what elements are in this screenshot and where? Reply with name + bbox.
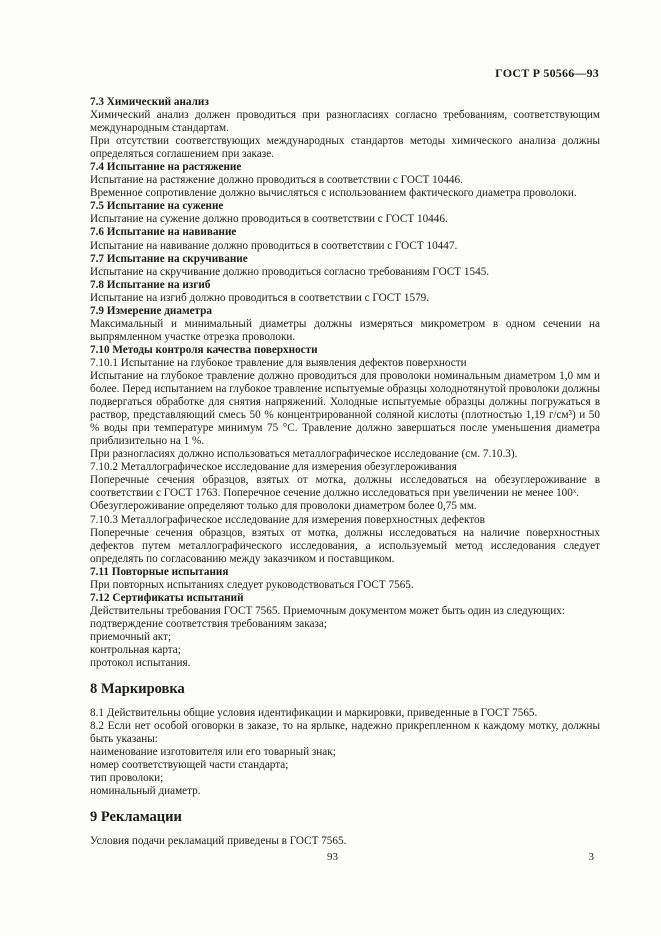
list-item: тип проволоки;	[90, 772, 164, 785]
paragraph: Поперечные сечения образцов, взятых от мотка, должны исследоваться на обезуглероживание в соответствии с ГОСТ 1763. Поперечное сечение должно исследоваться при увеличении не менее 100ˣ.	[90, 474, 600, 500]
paragraph: 8.1 Действительны общие условия идентификации и маркировки, приведенные в ГОСТ 7565.	[90, 707, 538, 720]
paragraph: 8.2 Если нет особой оговорки в заказе, то на ярлыке, надежно прикрепленном к каждому мотку, должны быть указаны:	[90, 720, 600, 746]
list-item: подтверждение соответствия требованиям заказа;	[90, 617, 327, 630]
section-heading: 7.10 Методы контроля качества поверхности	[90, 343, 318, 356]
section-heading: 7.12 Сертификаты испытаний	[90, 591, 244, 604]
paragraph: Обезуглероживание определяют только для проволоки диаметром более 0,75 мм.	[90, 500, 477, 513]
paragraph: 7.10.3 Металлографическое исследование для измерения поверхностных дефектов	[90, 513, 485, 526]
section-heading: 7.3 Химический анализ	[90, 96, 209, 108]
list-item: протокол испытания.	[90, 657, 191, 670]
paragraph: Испытание на сужение должно проводиться в соответствии с ГОСТ 10446.	[90, 213, 448, 226]
section-heading: 7.11 Повторные испытания	[90, 565, 229, 578]
sheet-number: 3	[588, 851, 594, 863]
paragraph: При разногласиях должно использоваться металлографическое исследование (см. 7.10.3).	[90, 448, 518, 461]
list-item: номер соответствующей части стандарта;	[90, 759, 289, 772]
section-heading: 7.8 Испытание на изгиб	[90, 278, 211, 291]
paragraph: При повторных испытаниях следует руководствоваться ГОСТ 7565.	[90, 578, 414, 591]
section-heading: 7.5 Испытание на сужение	[90, 200, 224, 213]
section-heading: 7.7 Испытание на скручивание	[90, 252, 248, 265]
page-number: 93	[327, 851, 338, 863]
paragraph: Испытание на навивание должно проводиться в соответствии с ГОСТ 10447.	[90, 239, 458, 252]
paragraph: Поперечные сечения образцов, взятых от мотка, должны исследоваться на наличие поверхностных дефектов путем металлографического исследования, а используемый метод исследования следует определять по согласованию между заказчиком и поставщиком.	[90, 526, 600, 565]
paragraph: Испытание на растяжение должно проводиться в соответствии с ГОСТ 10446.	[90, 174, 463, 187]
list-item: номинальный диаметр.	[90, 785, 201, 798]
paragraph: Испытание на изгиб должно проводиться в соответствии с ГОСТ 1579.	[90, 291, 430, 304]
chapter-heading: 9 Рекламации	[90, 809, 182, 826]
paragraph: Испытание на скручивание должно проводиться согласно требованиям ГОСТ 1545.	[90, 265, 490, 278]
standard-code: ГОСТ Р 50566—93	[495, 66, 599, 80]
paragraph: Временное сопротивление должно вычисляться с использованием фактического диаметра проволоки.	[90, 187, 577, 200]
paragraph: Максимальный и минимальный диаметры должны измеряться микрометром в одном сечении на выпрямленном участке отрезка проволоки.	[90, 317, 600, 343]
section-heading: 7.6 Испытание на навивание	[90, 226, 237, 239]
chapter-heading: 8 Маркировка	[90, 681, 185, 698]
section-heading: 7.9 Измерение диаметра	[90, 304, 212, 317]
paragraph: 7.10.2 Металлографическое исследование для измерения обезуглероживания	[90, 461, 457, 474]
list-item: приемочный акт;	[90, 630, 172, 643]
paragraph: При отсутствии соответствующих международных стандартов методы химического анализа должны определяться соглашением при заказе.	[90, 135, 600, 161]
section-heading: 7.4 Испытание на растяжение	[90, 161, 242, 174]
paragraph: Химический анализ должен проводиться при разногласиях согласно требованиям, соответствующим международным стандартам.	[90, 109, 600, 135]
list-item: контрольная карта;	[90, 643, 181, 656]
document-body	[90, 96, 600, 848]
paragraph: 7.10.1 Испытание на глубокое травление для выявления дефектов поверхности	[90, 356, 467, 369]
list-item: наименование изготовителя или его товарный знак;	[90, 746, 336, 759]
paragraph: Действительны требования ГОСТ 7565. Приемочным документом может быть один из следующих:	[90, 604, 565, 617]
paragraph: Условия подачи рекламаций приведены в ГОСТ 7565.	[90, 835, 347, 848]
paragraph: Испытание на глубокое травление должно проводиться для проволоки номинальным диаметром 1,0 мм и более. Перед испытанием на глубокое травление испытуемые образцы холоднотянутой проволоки должны подвергаться обработке для снятия напряжений. Холодные испытуемые образцы должны погружаться в раствор, представляющий смесь 50 % концентрированной соляной кислоты (плотностью 1,19 г/см³) и 50 % воды при температуре минимум 75 °С. Травление должно завершаться после уменьшения диаметра приблизительно на 1 %.	[90, 369, 600, 448]
